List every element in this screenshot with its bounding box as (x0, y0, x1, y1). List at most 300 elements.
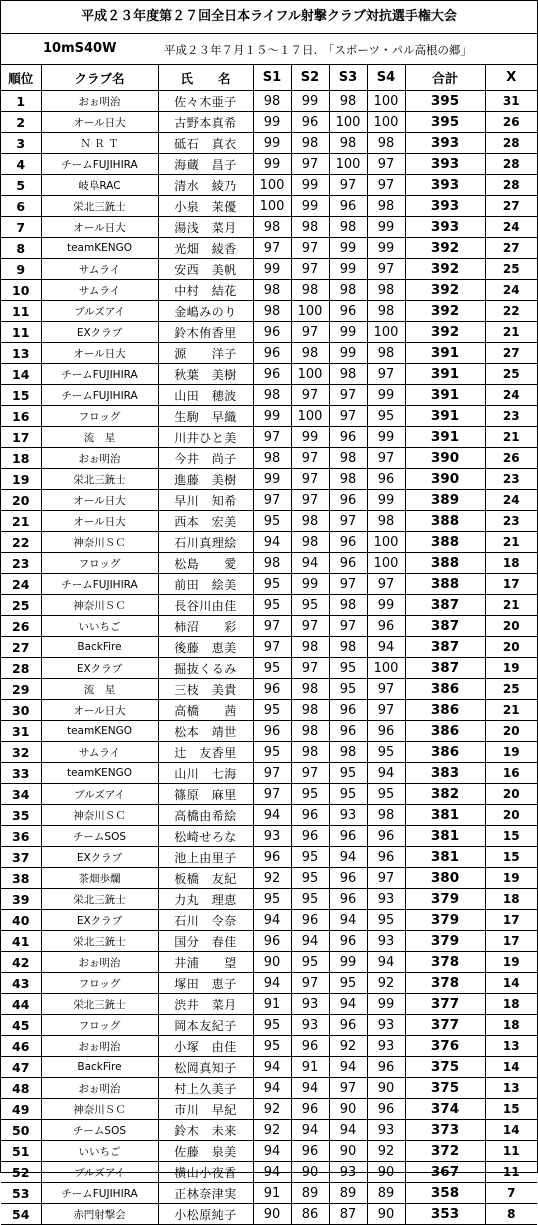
x-count-cell: 24 (485, 490, 537, 511)
rank-cell: 27 (1, 637, 41, 658)
rank-cell: 35 (1, 805, 41, 826)
club-cell: EXクラブ (41, 322, 158, 343)
result-row (1, 1057, 537, 1078)
s1-score-cell: 94 (253, 1057, 291, 1078)
x-count-cell: 20 (485, 784, 537, 805)
total-score-cell: 375 (405, 1078, 485, 1099)
x-count-cell: 26 (485, 112, 537, 133)
result-row (1, 742, 537, 763)
total-score-cell: 393 (405, 133, 485, 154)
s3-score-cell: 98 (329, 448, 367, 469)
s1-score-cell: 97 (253, 763, 291, 784)
club-cell: 岐阜RAC (41, 175, 158, 196)
club-cell: サムライ (41, 280, 158, 301)
s2-score-cell: 90 (291, 1162, 329, 1183)
s4-score-cell: 93 (367, 1036, 405, 1057)
s4-score-cell: 95 (367, 406, 405, 427)
sub-header (1, 34, 537, 65)
s1-score-cell: 97 (253, 238, 291, 259)
rank-cell: 52 (1, 1162, 41, 1183)
s4-score-cell: 93 (367, 1120, 405, 1141)
x-count-cell: 22 (485, 301, 537, 322)
s1-score-cell: 96 (253, 322, 291, 343)
total-score-cell: 373 (405, 1120, 485, 1141)
x-count-cell: 25 (485, 364, 537, 385)
club-cell: 栄北三銃士 (41, 469, 158, 490)
club-cell: 栄北三銃士 (41, 994, 158, 1015)
athlete-name-cell: 小塚 由佳 (158, 1036, 253, 1057)
result-row (1, 1078, 537, 1099)
s3-score-cell: 99 (329, 259, 367, 280)
rank-cell: 47 (1, 1057, 41, 1078)
s3-score-cell: 96 (329, 931, 367, 952)
s2-score-cell: 97 (291, 448, 329, 469)
athlete-name-cell: 長谷川由佳 (158, 595, 253, 616)
athlete-name-cell: 力丸 理恵 (158, 889, 253, 910)
event-name: 10mS40W (43, 41, 117, 56)
rank-cell: 37 (1, 847, 41, 868)
rank-cell: 14 (1, 364, 41, 385)
s2-score-cell: 97 (291, 973, 329, 994)
s3-score-cell: 95 (329, 763, 367, 784)
athlete-name-cell: 今井 尚子 (158, 448, 253, 469)
result-row (1, 406, 537, 427)
result-row (1, 784, 537, 805)
club-cell: チームSOS (41, 1120, 158, 1141)
total-score-cell: 381 (405, 805, 485, 826)
s4-score-cell: 97 (367, 259, 405, 280)
total-score-cell: 374 (405, 1099, 485, 1120)
s1-score-cell: 95 (253, 1015, 291, 1036)
rank-cell: 48 (1, 1078, 41, 1099)
rank-cell: 6 (1, 196, 41, 217)
result-row (1, 217, 537, 238)
s3-score-cell: 95 (329, 658, 367, 679)
rank-cell: 44 (1, 994, 41, 1015)
result-row (1, 343, 537, 364)
result-row (1, 868, 537, 889)
s4-score-cell: 97 (367, 364, 405, 385)
athlete-name-cell: 後藤 恵美 (158, 637, 253, 658)
s3-score-cell: 99 (329, 322, 367, 343)
total-score-cell: 388 (405, 532, 485, 553)
athlete-name-cell: 松崎せろな (158, 826, 253, 847)
athlete-name-cell: 前田 絵美 (158, 574, 253, 595)
s1-score-cell: 95 (253, 889, 291, 910)
club-cell: フロッグ (41, 553, 158, 574)
club-cell: フロッグ (41, 1015, 158, 1036)
s2-score-cell: 99 (291, 196, 329, 217)
result-row (1, 847, 537, 868)
s1-score-cell: 95 (253, 574, 291, 595)
rank-cell: 49 (1, 1099, 41, 1120)
club-cell: 栄北三銃士 (41, 196, 158, 217)
s1-score-cell: 99 (253, 154, 291, 175)
s2-score-cell: 95 (291, 595, 329, 616)
total-score-cell: 375 (405, 1057, 485, 1078)
club-cell: ブルズアイ (41, 301, 158, 322)
rank-cell: 50 (1, 1120, 41, 1141)
s3-score-cell: 94 (329, 994, 367, 1015)
s3-score-cell: 98 (329, 91, 367, 112)
club-cell: オール日大 (41, 700, 158, 721)
rank-cell: 8 (1, 238, 41, 259)
s3-score-cell: 87 (329, 1204, 367, 1225)
result-row (1, 805, 537, 826)
result-row (1, 385, 537, 406)
s2-score-cell: 96 (291, 1036, 329, 1057)
result-row (1, 1162, 537, 1183)
rank-cell: 4 (1, 154, 41, 175)
result-row (1, 469, 537, 490)
athlete-name-cell: 井浦 望 (158, 952, 253, 973)
total-score-cell: 392 (405, 238, 485, 259)
s2-score-cell: 93 (291, 1015, 329, 1036)
result-row (1, 301, 537, 322)
s3-score-cell: 96 (329, 868, 367, 889)
rank-cell: 24 (1, 574, 41, 595)
s3-score-cell: 96 (329, 301, 367, 322)
rank-cell: 3 (1, 133, 41, 154)
s1-score-cell: 95 (253, 595, 291, 616)
rank-cell: 11 (1, 301, 41, 322)
s3-score-cell: 96 (329, 1015, 367, 1036)
total-score-cell: 392 (405, 280, 485, 301)
s2-score-cell: 98 (291, 679, 329, 700)
x-count-cell: 17 (485, 574, 537, 595)
athlete-name-cell: 鈴木侑香里 (158, 322, 253, 343)
x-count-cell: 13 (485, 1078, 537, 1099)
s3-score-cell: 97 (329, 406, 367, 427)
s4-score-cell: 98 (367, 196, 405, 217)
total-score-cell: 392 (405, 301, 485, 322)
club-cell: サムライ (41, 259, 158, 280)
s2-score-cell: 98 (291, 133, 329, 154)
rank-cell: 45 (1, 1015, 41, 1036)
result-row (1, 658, 537, 679)
s4-score-cell: 95 (367, 742, 405, 763)
result-row (1, 112, 537, 133)
athlete-name-cell: 小松原純子 (158, 1204, 253, 1225)
club-cell: おぉ明治 (41, 448, 158, 469)
rank-cell: 25 (1, 595, 41, 616)
x-count-cell: 24 (485, 385, 537, 406)
x-count-cell: 18 (485, 553, 537, 574)
x-count-cell: 25 (485, 259, 537, 280)
total-score-cell: 379 (405, 931, 485, 952)
total-score-cell: 358 (405, 1183, 485, 1204)
club-cell: Ｎ Ｒ Ｔ (41, 133, 158, 154)
s2-score-cell: 97 (291, 658, 329, 679)
total-score-cell: 383 (405, 763, 485, 784)
club-cell: オール日大 (41, 112, 158, 133)
total-score-cell: 386 (405, 679, 485, 700)
s2-score-cell: 99 (291, 175, 329, 196)
rank-cell: 2 (1, 112, 41, 133)
x-count-cell: 28 (485, 133, 537, 154)
s4-score-cell: 97 (367, 574, 405, 595)
s3-score-cell: 97 (329, 616, 367, 637)
s2-score-cell: 97 (291, 469, 329, 490)
club-cell: EXクラブ (41, 658, 158, 679)
athlete-name-cell: 古野本真希 (158, 112, 253, 133)
club-cell: 流 星 (41, 679, 158, 700)
total-score-cell: 377 (405, 994, 485, 1015)
total-score-cell: 381 (405, 826, 485, 847)
rank-cell: 40 (1, 910, 41, 931)
x-count-cell: 26 (485, 448, 537, 469)
header-s2: S2 (291, 65, 329, 91)
athlete-name-cell: 金嶋みのり (158, 301, 253, 322)
athlete-name-cell: 掘抜くるみ (158, 658, 253, 679)
s4-score-cell: 94 (367, 952, 405, 973)
s1-score-cell: 98 (253, 91, 291, 112)
rank-cell: 1 (1, 91, 41, 112)
s2-score-cell: 97 (291, 238, 329, 259)
s3-score-cell: 98 (329, 133, 367, 154)
athlete-name-cell: 高橋由希絵 (158, 805, 253, 826)
s3-score-cell: 98 (329, 280, 367, 301)
s1-score-cell: 96 (253, 931, 291, 952)
total-score-cell: 391 (405, 385, 485, 406)
club-cell: いいちご (41, 1141, 158, 1162)
s2-score-cell: 94 (291, 1120, 329, 1141)
total-score-cell: 379 (405, 910, 485, 931)
s4-score-cell: 99 (367, 427, 405, 448)
s3-score-cell: 100 (329, 112, 367, 133)
s2-score-cell: 98 (291, 721, 329, 742)
club-cell: 神奈川ＳＣ (41, 532, 158, 553)
rank-cell: 21 (1, 511, 41, 532)
s1-score-cell: 99 (253, 112, 291, 133)
s2-score-cell: 97 (291, 385, 329, 406)
s4-score-cell: 90 (367, 1162, 405, 1183)
athlete-name-cell: 池上由里子 (158, 847, 253, 868)
rank-cell: 26 (1, 616, 41, 637)
total-score-cell: 386 (405, 742, 485, 763)
total-score-cell: 395 (405, 91, 485, 112)
s3-score-cell: 100 (329, 154, 367, 175)
result-row (1, 1204, 537, 1225)
x-count-cell: 21 (485, 427, 537, 448)
club-cell: 神奈川ＳＣ (41, 595, 158, 616)
s4-score-cell: 97 (367, 175, 405, 196)
club-cell: 流 星 (41, 427, 158, 448)
result-row (1, 511, 537, 532)
header-name: 氏 名 (158, 65, 253, 91)
s1-score-cell: 94 (253, 532, 291, 553)
result-row (1, 721, 537, 742)
club-cell: おぉ明治 (41, 1036, 158, 1057)
s2-score-cell: 98 (291, 511, 329, 532)
s4-score-cell: 93 (367, 931, 405, 952)
club-cell: チームFUJIHIRA (41, 154, 158, 175)
s2-score-cell: 98 (291, 532, 329, 553)
athlete-name-cell: 安西 美帆 (158, 259, 253, 280)
s4-score-cell: 100 (367, 91, 405, 112)
s1-score-cell: 94 (253, 910, 291, 931)
result-row (1, 427, 537, 448)
s4-score-cell: 97 (367, 700, 405, 721)
athlete-name-cell: 生駒 早織 (158, 406, 253, 427)
rank-cell: 19 (1, 469, 41, 490)
athlete-name-cell: 川井ひと美 (158, 427, 253, 448)
s1-score-cell: 95 (253, 742, 291, 763)
x-count-cell: 14 (485, 1120, 537, 1141)
s4-score-cell: 99 (367, 385, 405, 406)
athlete-name-cell: 秋葉 美樹 (158, 364, 253, 385)
result-row (1, 532, 537, 553)
athlete-name-cell: 清水 綾乃 (158, 175, 253, 196)
rank-cell: 18 (1, 448, 41, 469)
s3-score-cell: 96 (329, 490, 367, 511)
x-count-cell: 18 (485, 994, 537, 1015)
rank-cell: 28 (1, 658, 41, 679)
x-count-cell: 20 (485, 637, 537, 658)
s1-score-cell: 91 (253, 1183, 291, 1204)
s1-score-cell: 95 (253, 511, 291, 532)
s1-score-cell: 94 (253, 805, 291, 826)
x-count-cell: 18 (485, 1015, 537, 1036)
s2-score-cell: 94 (291, 931, 329, 952)
x-count-cell: 8 (485, 1204, 537, 1225)
total-score-cell: 382 (405, 784, 485, 805)
s3-score-cell: 94 (329, 910, 367, 931)
total-score-cell: 378 (405, 952, 485, 973)
club-cell: EXクラブ (41, 847, 158, 868)
s4-score-cell: 93 (367, 889, 405, 910)
s4-score-cell: 100 (367, 322, 405, 343)
total-score-cell: 353 (405, 1204, 485, 1225)
club-cell: おぉ明治 (41, 91, 158, 112)
total-score-cell: 390 (405, 448, 485, 469)
total-score-cell: 388 (405, 553, 485, 574)
athlete-name-cell: 佐藤 泉美 (158, 1141, 253, 1162)
athlete-name-cell: 辻 友香里 (158, 742, 253, 763)
total-score-cell: 387 (405, 616, 485, 637)
total-score-cell: 392 (405, 259, 485, 280)
s4-score-cell: 99 (367, 994, 405, 1015)
athlete-name-cell: 湯浅 菜月 (158, 217, 253, 238)
club-cell: teamKENGO (41, 763, 158, 784)
result-row (1, 637, 537, 658)
s4-score-cell: 100 (367, 658, 405, 679)
club-cell: BackFire (41, 1057, 158, 1078)
s1-score-cell: 97 (253, 616, 291, 637)
s2-score-cell: 97 (291, 259, 329, 280)
header-row (1, 65, 537, 91)
result-row (1, 238, 537, 259)
header-total: 合計 (405, 65, 485, 91)
s1-score-cell: 94 (253, 1078, 291, 1099)
club-cell: 神奈川ＳＣ (41, 805, 158, 826)
athlete-name-cell: 松本 靖世 (158, 721, 253, 742)
club-cell: EXクラブ (41, 910, 158, 931)
s2-score-cell: 100 (291, 301, 329, 322)
s1-score-cell: 98 (253, 280, 291, 301)
s3-score-cell: 96 (329, 427, 367, 448)
total-score-cell: 393 (405, 154, 485, 175)
s4-score-cell: 98 (367, 511, 405, 532)
club-cell: サムライ (41, 742, 158, 763)
s3-score-cell: 93 (329, 1162, 367, 1183)
s2-score-cell: 99 (291, 91, 329, 112)
s2-score-cell: 95 (291, 952, 329, 973)
s1-score-cell: 97 (253, 784, 291, 805)
venue-date: 平成２３年７月１５～１７日. 「スポーツ・パル高根の郷」 (164, 43, 472, 57)
result-row (1, 973, 537, 994)
total-score-cell: 381 (405, 847, 485, 868)
s2-score-cell: 95 (291, 784, 329, 805)
s2-score-cell: 96 (291, 112, 329, 133)
result-row (1, 595, 537, 616)
s4-score-cell: 97 (367, 868, 405, 889)
club-cell: チームFUJIHIRA (41, 364, 158, 385)
s3-score-cell: 95 (329, 784, 367, 805)
result-row (1, 763, 537, 784)
s3-score-cell: 96 (329, 553, 367, 574)
s2-score-cell: 95 (291, 889, 329, 910)
s4-score-cell: 96 (367, 1057, 405, 1078)
athlete-name-cell: 海蔵 昌子 (158, 154, 253, 175)
total-score-cell: 379 (405, 889, 485, 910)
club-cell: BackFire (41, 637, 158, 658)
s3-score-cell: 96 (329, 889, 367, 910)
x-count-cell: 20 (485, 616, 537, 637)
x-count-cell: 21 (485, 322, 537, 343)
result-row (1, 826, 537, 847)
x-count-cell: 23 (485, 511, 537, 532)
s1-score-cell: 99 (253, 406, 291, 427)
x-count-cell: 19 (485, 952, 537, 973)
s1-score-cell: 96 (253, 721, 291, 742)
result-row (1, 364, 537, 385)
s3-score-cell: 97 (329, 1078, 367, 1099)
x-count-cell: 7 (485, 1183, 537, 1204)
results-body (1, 91, 537, 1225)
total-score-cell: 388 (405, 574, 485, 595)
s3-score-cell: 98 (329, 469, 367, 490)
x-count-cell: 28 (485, 154, 537, 175)
club-cell: おぉ明治 (41, 1078, 158, 1099)
total-score-cell: 391 (405, 427, 485, 448)
result-row (1, 490, 537, 511)
athlete-name-cell: 柿沼 彩 (158, 616, 253, 637)
total-score-cell: 377 (405, 1015, 485, 1036)
club-cell: おぉ明治 (41, 952, 158, 973)
rank-cell: 34 (1, 784, 41, 805)
x-count-cell: 25 (485, 679, 537, 700)
athlete-name-cell: 岡本友紀子 (158, 1015, 253, 1036)
s4-score-cell: 94 (367, 763, 405, 784)
s1-score-cell: 98 (253, 448, 291, 469)
result-row (1, 259, 537, 280)
s4-score-cell: 94 (367, 637, 405, 658)
x-count-cell: 24 (485, 280, 537, 301)
s4-score-cell: 97 (367, 679, 405, 700)
result-row (1, 196, 537, 217)
club-cell: ブルズアイ (41, 784, 158, 805)
s1-score-cell: 94 (253, 973, 291, 994)
s2-score-cell: 99 (291, 427, 329, 448)
total-score-cell: 389 (405, 490, 485, 511)
x-count-cell: 21 (485, 532, 537, 553)
rank-cell: 13 (1, 343, 41, 364)
rank-cell: 30 (1, 700, 41, 721)
s2-score-cell: 96 (291, 1141, 329, 1162)
result-row (1, 1120, 537, 1141)
s3-score-cell: 90 (329, 1099, 367, 1120)
